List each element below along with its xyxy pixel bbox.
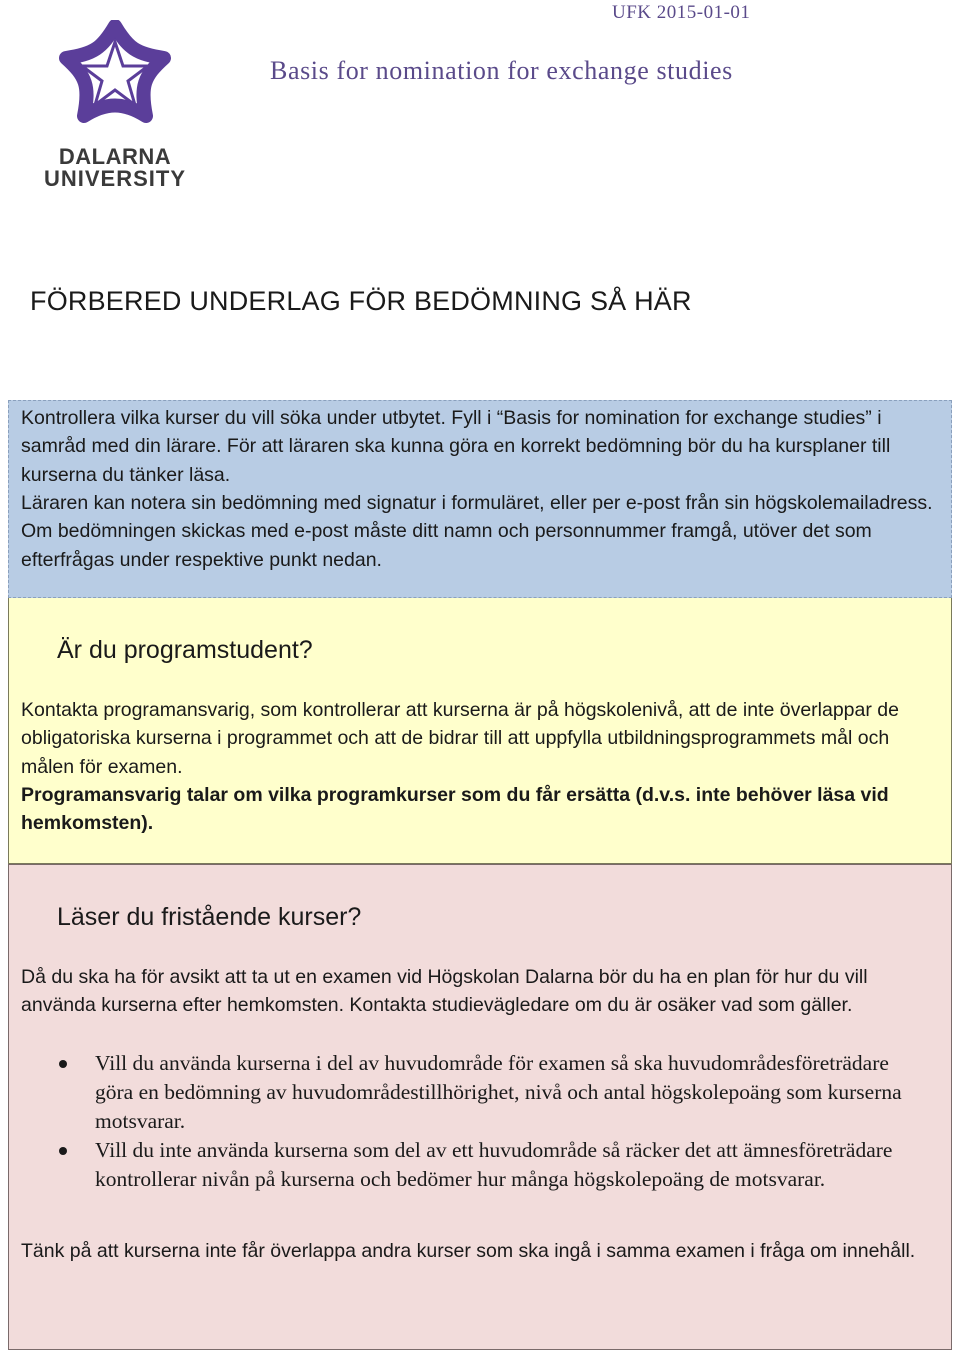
bullet-icon <box>59 1147 67 1155</box>
section-heading: FÖRBERED UNDERLAG FÖR BEDÖMNING SÅ HÄR <box>30 286 692 316</box>
intro-box <box>8 400 952 598</box>
logo-text-line1: DALARNA <box>58 144 172 169</box>
bullet-text: Vill du använda kurserna i del av huvudområde för examen så ska huvudområdesföreträdare göra en bedömning av huvudområdestillhörighet, nivå och antal högskolepoäng som kurserna motsvarar. <box>95 1051 902 1133</box>
document-title: Basis for nomination for exchange studies <box>270 56 733 85</box>
bullet-text: Vill du inte använda kurserna som del av ett huvudområde så räcker det att ämnesföreträdare kontrollerar nivån på kurserna och bedömer hur många högskolepoäng de motsvarar. <box>95 1138 893 1191</box>
intro-paragraph-2: Läraren kan notera sin bedömning med signatur i formuläret, eller per e-post från sin högskolemailadress. Om bedömningen skickas med e-post måste ditt namn och personnummer framgå, utöver det som efterfrågas under respektive punkt nedan. <box>21 492 933 571</box>
intro-paragraph-1: Kontrollera vilka kurser du vill söka under utbytet. Fyll i “Basis for nomination for exchange studies” i samråd med din lärare. För att läraren ska kunna göra en korrekt bedömning bör du ha kursplaner till kurserna du tänker läsa. <box>21 407 891 486</box>
university-logo <box>40 20 190 191</box>
bullet-list <box>9 1049 949 1194</box>
program-student-heading: Är du programstudent? <box>57 636 313 664</box>
freestanding-courses-note: Tänk på att kurserna inte får överlappa andra kurser som ska ingå i samma examen i fråga om innehåll. <box>21 1240 916 1262</box>
list-item <box>9 1049 949 1136</box>
logo-text-line2: UNIVERSITY <box>43 166 187 191</box>
program-student-paragraph: Kontakta programansvarig, som kontrollerar att kurserna är på högskolenivå, att de inte överlappar de obligatoriska kurserna i programmet och att de bidrar till att uppfylla utbildningsprogrammets mål och målen för examen. <box>21 699 899 778</box>
freestanding-courses-heading: Läser du fristående kurser? <box>57 903 362 931</box>
list-item <box>9 1136 949 1194</box>
program-student-bold-paragraph: Programansvarig talar om vilka programkurser som du får ersätta (d.v.s. inte behöver läsa vid hemkomsten). <box>21 784 889 835</box>
program-student-box <box>8 598 952 864</box>
bullet-icon <box>59 1060 67 1068</box>
document-reference: UFK 2015-01-01 <box>612 2 751 23</box>
freestanding-courses-box <box>8 864 952 1350</box>
star-flower-icon <box>40 20 190 144</box>
freestanding-courses-paragraph: Då du ska ha för avsikt att ta ut en examen vid Högskolan Dalarna bör du ha en plan för hur du vill använda kurserna efter hemkomsten. Kontakta studievägledare om du är osäker vad som gäller. <box>21 966 868 1017</box>
